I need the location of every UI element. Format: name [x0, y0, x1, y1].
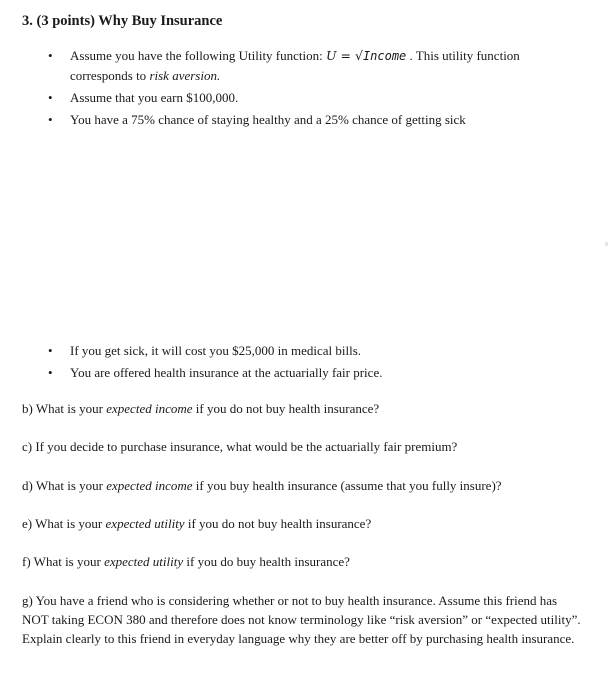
question-c: c) If you decide to purchase insurance, what would be the actuarially fair premium? — [22, 439, 458, 454]
list-item — [0, 363, 590, 382]
question-e-term: expected utility — [105, 516, 185, 531]
list-item — [0, 110, 590, 129]
bullet-icon: • — [48, 365, 53, 380]
question-b-term: expected income — [106, 401, 193, 416]
scan-artifact — [605, 242, 608, 246]
risk-aversion-term: risk aversion. — [149, 68, 221, 83]
list-item — [0, 46, 590, 85]
question-b — [22, 399, 582, 418]
question-b-post: if you do not buy health insurance? — [192, 401, 380, 416]
health-probability: You have a 75% chance of staying healthy and a 25% chance of getting sick — [70, 112, 466, 127]
income-assumption: Assume that you earn $100,000. — [70, 90, 239, 105]
bullet-icon: • — [48, 112, 53, 127]
question-d-pre: d) What is your — [22, 478, 107, 493]
question-d-term: expected income — [106, 478, 193, 493]
math-u: U — [326, 48, 337, 63]
assumptions-list-top — [0, 46, 590, 132]
question-d-post: if you buy health insurance (assume that you fully insure)? — [192, 478, 502, 493]
problem-title: 3. (3 points) Why Buy Insurance — [22, 13, 223, 29]
medical-cost: If you get sick, it will cost you $25,000 in medical bills. — [70, 343, 362, 358]
list-item — [0, 88, 590, 107]
question-e-post: if you do not buy health insurance? — [184, 516, 372, 531]
question-f-post: if you do buy health insurance? — [183, 554, 350, 569]
question-f — [22, 552, 582, 571]
math-income: Income — [362, 49, 407, 63]
question-e — [22, 514, 582, 533]
bullet-icon: • — [48, 90, 53, 105]
question-g: g) You have a friend who is considering whether or not to buy health insurance. Assume this friend has NOT taking ECON 380 and therefore does not know terminology like “risk aversion” or “expected utility”. Explain clearly to this friend in everyday language why they are better off by purchasing health insurance. — [22, 593, 581, 646]
list-item — [0, 341, 590, 360]
math-equals: = — [336, 48, 355, 63]
insurance-offer: You are offered health insurance at the actuarially fair price. — [70, 365, 383, 380]
math-sqrt-icon: √ — [354, 48, 363, 63]
utility-text-post: . This utility function corresponds to — [70, 48, 520, 83]
question-d — [22, 476, 582, 495]
question-f-pre: f) What is your — [22, 554, 105, 569]
assumptions-list-bottom — [0, 341, 590, 385]
bullet-icon: • — [48, 48, 53, 63]
question-f-term: expected utility — [104, 554, 184, 569]
question-e-pre: e) What is your — [22, 516, 106, 531]
utility-text-pre: Assume you have the following Utility function: — [70, 48, 326, 63]
question-b-pre: b) What is your — [22, 401, 107, 416]
bullet-icon: • — [48, 343, 53, 358]
